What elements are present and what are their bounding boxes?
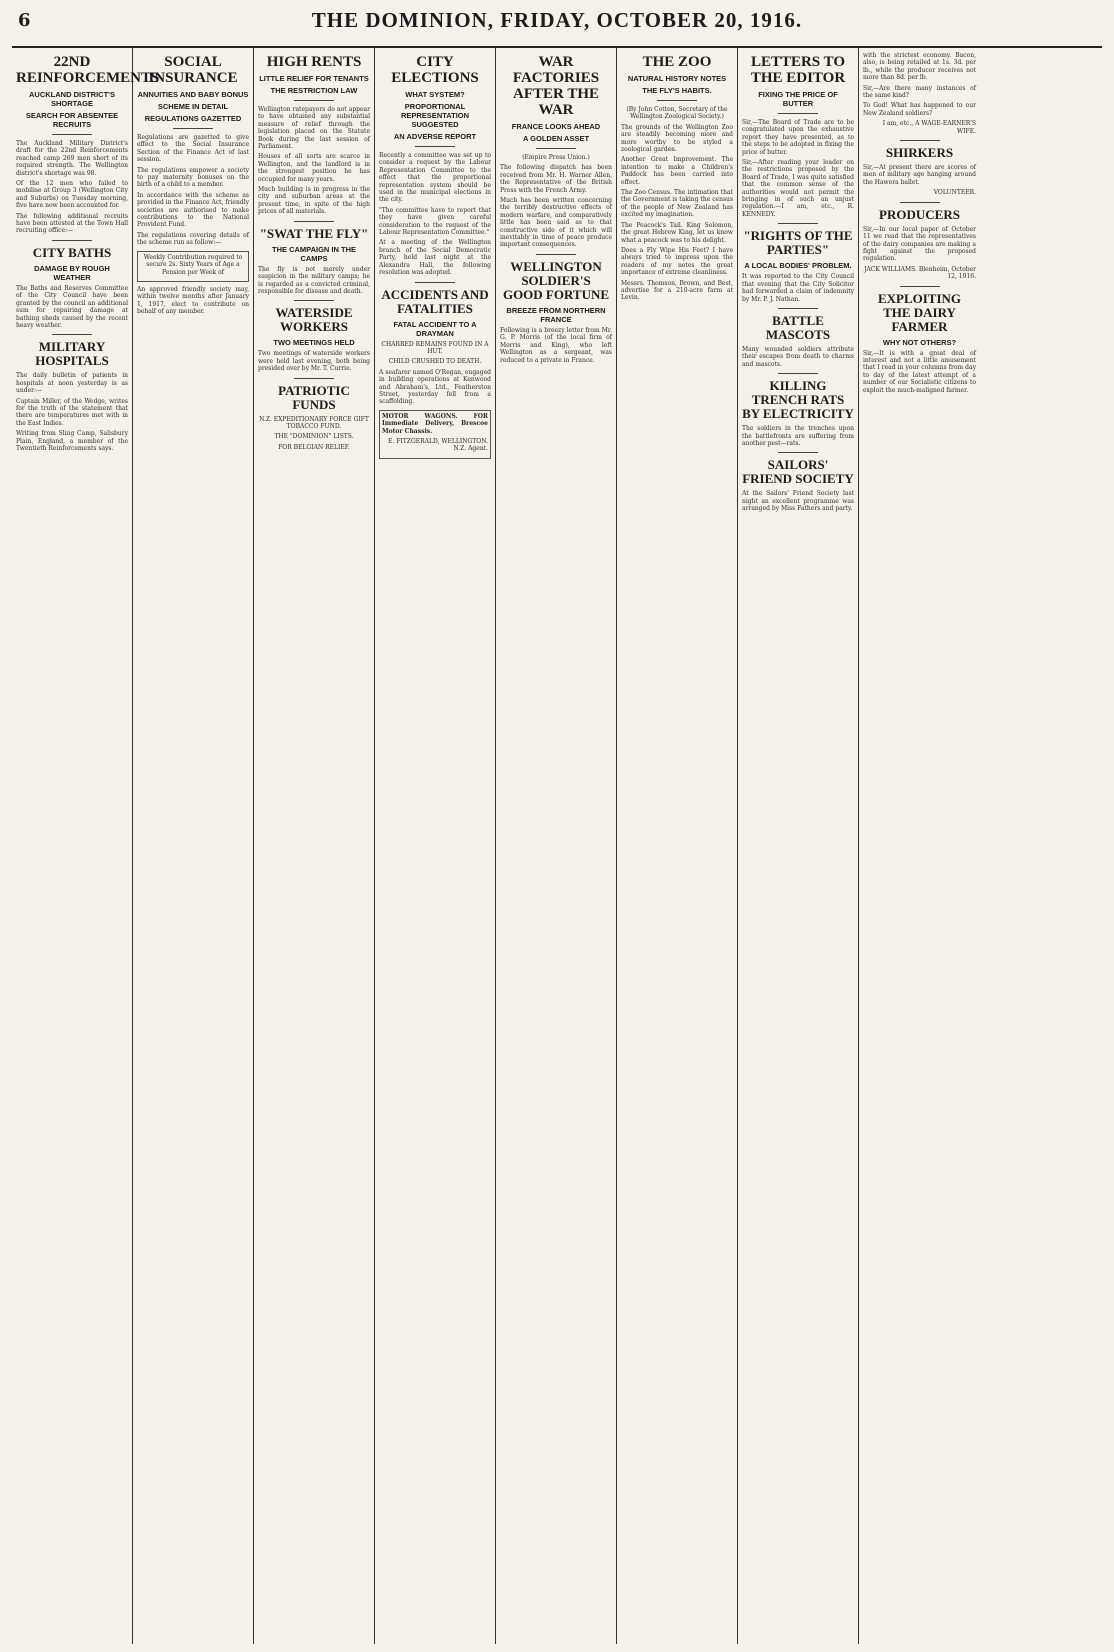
divider [52, 240, 92, 241]
article-paragraph: Does a Fly Wipe His Feet? I have always tried to impress upon the readers of my notes the great importance of extreme cleanliness. [621, 246, 733, 277]
headline: BATTLE MASCOTS [765, 312, 831, 342]
deck: THE RESTRICTION LAW [270, 86, 358, 95]
article-paragraph: The following dispatch has been received from Mr. H. Warner Allen, the Representative of the British Press with the French Army. [500, 164, 612, 194]
fund-heading: FOR BELGIAN RELIEF. [278, 443, 350, 451]
divider [294, 100, 334, 101]
divider [778, 373, 818, 374]
column-4 [375, 48, 496, 1644]
column-1 [12, 48, 160, 1644]
headline: SHIRKERS [885, 145, 954, 161]
headline: SAILORS' FRIEND SOCIETY [742, 457, 854, 487]
article-paragraph: Much building is in progress in the city and suburban areas at the present time, in spite of the high prices of all materials. [258, 186, 370, 216]
divider [778, 452, 818, 453]
headline: SOCIAL INSURANCE [148, 54, 238, 86]
article-paragraph: The following additional recruits have been attested at the Town Hall recruiting office:— [16, 212, 128, 235]
article-paragraph: The Zoo Census. The intimation that the Government is taking the census of the people of New Zealand has excited my imagination. [621, 189, 733, 219]
divider [52, 334, 92, 335]
deck: A LOCAL BODIES' PROBLEM. [744, 261, 852, 271]
article-paragraph: Two meetings of waterside workers were held last evening, both being presided over by Mr. T. Currie. [258, 350, 370, 373]
article-paragraph: Captain Miller, of the Wedge, writes for the truth of the statement that there are temperatures met with in the East Indies. [16, 397, 128, 427]
article-paragraph: Wellington ratepayers do not appear to have obtained any substantial measure of relief through the legislation placed on the Statute Book during the last session of Parliament. [258, 106, 370, 151]
masthead [12, 8, 1102, 48]
headline: CITY ELECTIONS [391, 54, 479, 86]
article-paragraph: Writing from Sling Camp, Salisbury Plain, England, a member of the Twentieth Reinforcements says. [16, 430, 128, 452]
headline: THE ZOO [642, 54, 712, 70]
divider [173, 128, 213, 129]
letter-paragraph: Sir,—The Board of Trade are to be congratulated upon the exhaustive report they have presented, as to the steps to be adopted in fixing the price of butter. [742, 119, 854, 156]
headline: 22ND REINFORCEMENTS [16, 54, 160, 86]
article-paragraph: The regulations empower a society to pay maternity bonuses on the birth of a child to a member. [137, 166, 249, 189]
column-2 [133, 48, 254, 1644]
deck: TWO MEETINGS HELD [273, 338, 355, 348]
article-paragraph: "The committee have to report that they have given careful consideration to the request of the Labour Representation Committee." [379, 206, 491, 237]
article-paragraph: The grounds of the Wellington Zoo are steadily becoming more and more worthy to be styled a zoological garden. [621, 123, 733, 154]
article-paragraph: Messrs. Thomson, Brown, and Best, advertise for a 210-acre farm at Levin. [621, 279, 733, 302]
article-paragraph: Of the 12 men who failed to mobilise at Group 3 (Wellington City and Suburbs) on Tuesday morning, five have now been accounted for. [16, 180, 128, 210]
contribution-table [137, 251, 249, 282]
column-8 [859, 48, 980, 1644]
deck: LITTLE RELIEF FOR TENANTS [259, 74, 369, 83]
deck: ANNUITIES AND BABY BONUS [137, 90, 249, 99]
divider [900, 202, 940, 203]
headline: "RIGHTS OF THE PARTIES" [743, 228, 853, 258]
article-paragraph: At a meeting of the Wellington branch of the Social Democratic Party, held last night at the Alexandra Hall, the following resolution was adopted. [379, 239, 491, 277]
deck: FATAL ACCIDENT TO A DRAYMAN [393, 319, 477, 338]
divider [900, 140, 940, 141]
article-paragraph: Many wounded soldiers attribute their escapes from death to charms and mascots. [742, 345, 854, 368]
article-paragraph: (By John Cotton, Secretary of the Wellington Zoological Society.) [626, 106, 728, 121]
deck: BREEZE FROM NORTHERN FRANCE [506, 305, 606, 324]
deck: NATURAL HISTORY NOTES [627, 74, 727, 83]
headline: WAR FACTORIES AFTER THE WAR [512, 54, 600, 118]
letter-paragraph: with the strictest economy. Bacon, also, is being retailed at 1s. 3d. per lb., while the producer receives not more than 8d. per lb. [863, 52, 976, 82]
headline: HIGH RENTS [266, 54, 362, 70]
article-paragraph: The Peacock's Tail. King Solomon, the great Hebrew King, let us know what a peacock was to his delight. [621, 221, 733, 244]
letter-paragraph: Sir,—At present there are scores of men of military age hanging around the Hawera ballet. [863, 164, 976, 186]
motor-wagons-advertisement [379, 410, 491, 459]
letter-paragraph: To God! What has happened to our New Zealand soldiers? [863, 102, 976, 117]
deck: THE CAMPAIGN IN THE CAMPS [271, 244, 357, 263]
deck: THE FLY'S HABITS. [642, 86, 712, 95]
headline: LETTERS TO THE EDITOR [750, 54, 846, 86]
divider [778, 223, 818, 224]
article-paragraph: The regulations covering details of the scheme run as follow:— [137, 231, 249, 247]
letter-signature: VOLUNTEER. [933, 189, 976, 197]
divider [294, 221, 334, 222]
article-paragraph: Regulations are gazetted to give effect to the Social Insurance Section of the Finance Act of last session. [137, 134, 249, 164]
letter-paragraph: Sir,—It is with a great deal of interest and not a little amusement that I read in your columns from day to day of the latest attempt of a number of our Socialistic citizens to exploit the much-maligned farmer. [863, 349, 976, 394]
article-paragraph: The soldiers in the trenches upon the battlefronts are suffering from another pest—rats. [742, 425, 854, 447]
deck: A GOLDEN ASSET [522, 134, 590, 143]
letter-paragraph: Sir,—Are there many instances of the same kind? [863, 84, 976, 100]
fund-heading: N.Z. EXPEDITIONARY FORCE GIFT TOBACCO FUND. [259, 415, 369, 430]
headline: PATRIOTIC FUNDS [278, 382, 350, 412]
deck: REGULATIONS GAZETTED [144, 114, 242, 123]
article-paragraph: The fly is not merely under suspicion in the military camps; he is regarded as a convicted criminal, responsible for disease and death. [258, 265, 370, 295]
divider [778, 308, 818, 309]
headline: CITY BATHS [32, 244, 112, 260]
column-3 [254, 48, 375, 1644]
fund-heading: THE "DOMINION" LISTS. [274, 433, 354, 441]
divider [536, 148, 576, 149]
column-6 [617, 48, 738, 1644]
letter-signature: JACK WILLIAMS. Blenheim, October 12, 1916. [864, 265, 976, 281]
columns-container [12, 48, 1102, 1644]
deck: SCHEME IN DETAIL [157, 102, 229, 111]
headline: "SWAT THE FLY" [259, 225, 369, 241]
column-5 [496, 48, 617, 1644]
divider [294, 300, 334, 301]
article-paragraph: An approved friendly society may, within twelve months after January 1, 1917, elect to contribute on behalf of any member. [137, 285, 249, 316]
deck: AN ADVERSE REPORT [393, 132, 477, 141]
headline: ACCIDENTS AND FATALITIES [381, 286, 489, 316]
deck: DAMAGE BY ROUGH WEATHER [34, 263, 110, 282]
headline: WELLINGTON SOLDIER'S GOOD FORTUNE [502, 258, 610, 302]
column-7 [738, 48, 859, 1644]
newspaper-title: THE DOMINION, FRIDAY, OCTOBER 20, 1916. [311, 8, 803, 32]
divider [657, 100, 697, 101]
letter-signature: I am, etc., A WAGE-EARNER'S WIFE. [882, 120, 976, 135]
article-paragraph: The daily bulletin of patients in hospitals at noon yesterday is as under:— [16, 372, 128, 395]
article-paragraph: At the Sailors' Friend Society last night an excellent programme was arranged by Miss Fathers and party. [742, 490, 854, 513]
deck: SEARCH FOR ABSENTEE RECRUITS [25, 111, 119, 129]
headline: KILLING TRENCH RATS BY ELECTRICITY [742, 378, 854, 422]
ad-text: MOTOR WAGONS. FOR Immediate Delivery, Brescoe Motor Chassis. [382, 412, 488, 435]
article-paragraph: Recently a committee was set up to consider a request by the Labour Representation Committee to the effect that the proportional representation system should be used in the municipal elections in the city. [379, 152, 491, 204]
article-paragraph: A seafarer named O'Regan, engaged in building operations at Kenwood and Abraham's, Ltd., Featherston Street, yesterday fell from a scaffolding. [379, 368, 491, 406]
subhead: CHILD CRUSHED TO DEATH. [388, 358, 482, 366]
deck: WHY NOT OTHERS? [882, 337, 957, 347]
subhead: CHARRED REMAINS FOUND IN A HUT. [381, 340, 489, 355]
divider [415, 146, 455, 147]
letter-paragraph: Sir,—After reading your leader on the restrictions proposed by the Board of Trade, I was quite satisfied that the common sense of the authorities would not permit the bringing in of such an unjust regulation.—I am, etc., R. KENNEDY. [742, 159, 854, 218]
headline: MILITARY HOSPITALS [35, 339, 109, 369]
table-caption: Weekly Contribution required to secure 2s. Sixty Years of Age a Pension per Week of [143, 253, 243, 276]
article-paragraph: The Baths and Reserves Committee of the City Council have been granted by the council an additional sum for repairing damage at bathing sheds caused by the recent heavy weather. [16, 284, 128, 329]
deck: FRANCE LOOKS AHEAD [511, 122, 601, 131]
divider [900, 286, 940, 287]
divider [294, 378, 334, 379]
divider [778, 113, 818, 114]
article-paragraph: Following is a breezy letter from Mr. G. P. Morris (of the local firm of Morris and King), who left Wellington as a sergeant, was reduced to a private in France. [500, 326, 612, 364]
ad-signature: E. FITZGERALD, WELLINGTON. N.Z. Agent. [388, 437, 488, 453]
headline: PRODUCERS [879, 206, 960, 222]
deck: WHAT SYSTEM? [405, 90, 465, 99]
deck: PROPORTIONAL REPRESENTATION SUGGESTED [400, 102, 470, 129]
article-paragraph: Houses of all sorts are scarce in Wellington, and the landlord is in the strongest position he has occupied for many years. [258, 153, 370, 183]
headline: WATERSIDE WORKERS [275, 305, 353, 335]
article-paragraph: It was reported to the City Council that evening that the City Solicitor had forwarded a claim of indemnity by Mr. P. J. Nathan. [742, 273, 854, 303]
article-paragraph: Much has been written concerning the terribly destructive effects of modern warfare, and comparatively little has been said as to that constructive side of it which will inevitably in time of peace produce important consequences. [500, 197, 612, 249]
deck: AUCKLAND DISTRICT'S SHORTAGE [29, 90, 115, 108]
article-paragraph: The Auckland Military District's draft for the 22nd Reinforcements reached camp 269 men short of its required strength. The Wellington district's shortage was 98. [16, 140, 128, 177]
deck: FIXING THE PRICE OF BUTTER [758, 90, 838, 108]
article-paragraph: (Empire Press Union.) [522, 154, 590, 161]
page-number: 6 [18, 10, 31, 31]
divider [52, 134, 92, 135]
article-paragraph: In accordance with the scheme as provided in the Finance Act, friendly societies are authorised to make contributions to the National Provident Fund. [137, 191, 249, 229]
divider [415, 282, 455, 283]
article-paragraph: Another Great Improvement. The intention to make a Children's Paddock has been carried into effect. [621, 156, 733, 186]
letter-paragraph: Sir,—In our local paper of October 11 we read that the representatives of the dairy companies are making a fight against the proposed regulation. [863, 225, 976, 263]
divider [536, 254, 576, 255]
headline: EXPLOITING THE DAIRY FARMER [877, 290, 962, 334]
